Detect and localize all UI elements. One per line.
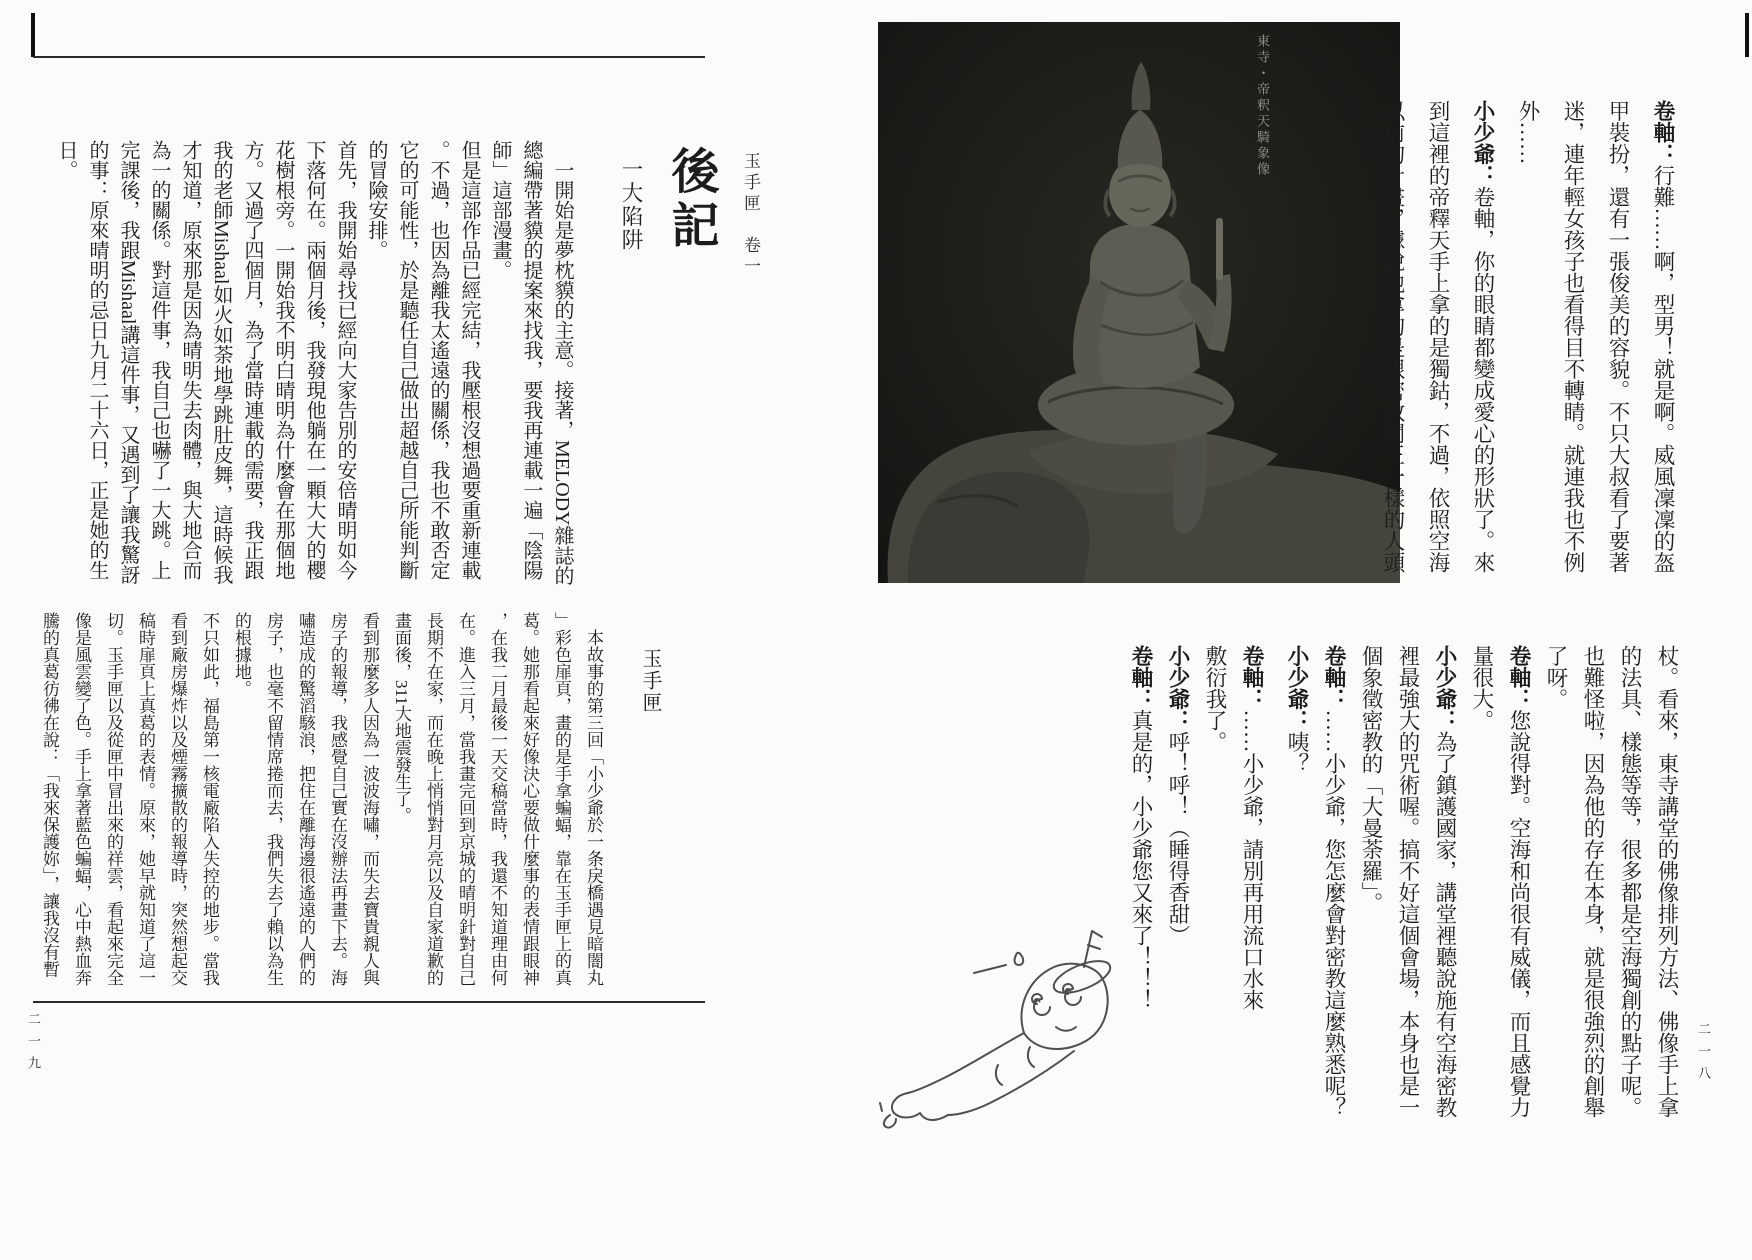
speaker-name: 小少爺： (1166, 645, 1190, 731)
trim-mark-left (31, 13, 35, 57)
scroll-character-cartoon (878, 915, 1158, 1130)
dialogue-turn (1196, 645, 1270, 1019)
section1-heading: 一大陷阱 (619, 158, 643, 252)
dialogue-text: 呼！呼！（睡得香甜） (1166, 731, 1190, 946)
dialogue-turn (1315, 645, 1352, 1123)
trim-mark-right (1745, 13, 1749, 57)
speaker-name: 卷軸： (1240, 645, 1264, 710)
speaker-name: 小少爺： (1433, 645, 1457, 731)
dialogue-text: 您說得對。空海和尚很有威儀，而且感覺力量很大。 (1470, 645, 1531, 1118)
right-page-number: 二一八 (1696, 1022, 1711, 1088)
dialogue-turn (1370, 100, 1505, 578)
dialogue-turn (1537, 645, 1685, 1123)
speaker-name: 小少爺： (1471, 100, 1495, 186)
section2-heading: 玉手匣 (639, 648, 661, 714)
speaker-name: 卷軸： (1507, 645, 1531, 710)
paragraph: 本故事的第三回「小少爺於一条戾橋遇見暗闇丸」彩色扉頁，畫的是手拿蝙蝠，靠在玉手匣上的真葛。她那看起來好像決心要做什麼事的表情跟眼神，在我二月最後一天交稿當時，我還不知道理由何在。進入三月，當我畫完回到京城的晴明針對自己長期不在家，而在晚上悄悄對月亮以及自家道歉的畫面後，311大地震發生了。 (392, 612, 603, 986)
dialogue-turn (1352, 645, 1463, 1123)
dialogue-turn (1505, 100, 1685, 578)
paragraph: 看到那麼多人因為一波波海嘯，而失去寶貴親人與房子的報導，我感覺自己實在沒辦法再畫下去。海嘯造成的驚滔駭浪，把住在離海邊很遙遠的人們的房子，也毫不留情席捲而去，我們失去了賴以為生的根據地。 (232, 612, 379, 986)
dialogue-turn (1463, 645, 1537, 1123)
dialogue-turn (1278, 645, 1315, 1123)
dialogue-bottom (1270, 645, 1685, 1123)
paragraph: 首先，我開始尋找已經向大家告別的安倍晴明如今下落何在。兩個月後，我發現他躺在一顆大大的櫻花樹根旁。一開始我不明白晴明為什麼會在那個地方。又過了四個月，為了當時連載的需要，我正跟我的老師Mishaal如火如荼地學跳肚皮舞，這時候我才知道，原來那是因為晴明失去肉體，與大地合而為一的關係。對這件事，我自己也嚇了一大跳。上完課後，我跟Mishaal講這件事，又遇到了讓我驚訝的事：原來晴明的忌日九月二十六日，正是她的生日。 (55, 140, 356, 585)
statue-photo (878, 22, 1400, 583)
dialogue-top (1365, 100, 1685, 578)
paragraph: 不只如此，福島第一核電廠陷入失控的地步。當我看到廠房爆炸以及煙霧擴散的報導時，突然想起交稿時扉頁上真葛的表情。原來，她早就知道了這一切。玉手匣以及從匣中冒出來的祥雲，看起來完全像是風雲變了色。手上拿著藍色蝙蝠，心中熱血奔騰的真葛彷彿在說：「我來保護妳」，讓我沒有暫 (40, 612, 219, 986)
speaker-name: 卷軸： (1322, 645, 1346, 710)
left-page-top-rule (33, 56, 705, 58)
dialogue-text: ……小少爺，您怎麼會對密教這麼熟悉呢？ (1322, 709, 1346, 1118)
paragraph: 一開始是夢枕貘的主意。接著，MELODY雜誌的總編帶著貘的提案來找我，要我再連載一遍「陰陽師」這部漫畫。 (489, 140, 573, 586)
dialogue-text: 為了鎮護國家，講堂裡聽說施有空海密教裡最強大的咒術喔。搞不好這個會場，本身也是一個象徵密教的「大曼荼羅」。 (1359, 645, 1457, 1118)
photo-caption: 東寺・帝釈天騎象像 (1255, 34, 1270, 178)
section1-body (29, 140, 577, 590)
dialogue-text: 真是的，小少爺您又來了！！！ (1129, 709, 1153, 1011)
spiral-eye-left (1032, 994, 1050, 1015)
dialogue-text: 咦？ (1285, 731, 1309, 774)
statue-illustration (878, 22, 1400, 583)
section2-body (24, 612, 609, 988)
dialogue-text: 行難……啊，型男！就是啊。威風凜凜的盔甲裝扮，還有一張俊美的容貌。不只大叔看了要著迷，連年輕女孩子也看得目不轉睛。就連我也不例外…… (1516, 100, 1675, 573)
dialogue-text: 杖。看來，東寺講堂的佛像排列方法、佛像手上拿的法具、樣態等等，很多都是空海獨創的點子呢。也難怪啦，因為他的存在本身，就是很強烈的創舉了呀。 (1544, 645, 1679, 1118)
paragraph: 但是這部作品已經完結，我壓根沒想過要重新連載。不過，也因為離我太遙遠的關係，我也不敢否定它的可能性，於是聽任自己做出超越自己所能判斷的冒險安排。 (365, 140, 480, 580)
dialogue-text: ……小少爺，請別再用流口水來敷衍我了。 (1203, 645, 1264, 1011)
speaker-name: 小少爺： (1285, 645, 1309, 731)
left-page-bottom-rule (33, 1001, 705, 1003)
speaker-name: 卷軸： (1651, 100, 1675, 165)
spiral-eye-right (1063, 984, 1081, 1005)
left-page-number: 二一九 (26, 1012, 41, 1078)
afterword-title: 後記 (664, 146, 717, 254)
dialogue-text: 卷軸，你的眼睛都變成愛心的形狀了。來到這裡的帝釋天手上拿的是獨鈷，不過，依照空海以前的計畫，據說祂拿的是跟密教閻王一樣的人頭 (1381, 100, 1495, 573)
speaker-name: 卷軸： (1129, 645, 1153, 710)
book-title-header: 玉手匣 卷一 (741, 152, 760, 278)
dialogue-turn (1159, 645, 1196, 1019)
